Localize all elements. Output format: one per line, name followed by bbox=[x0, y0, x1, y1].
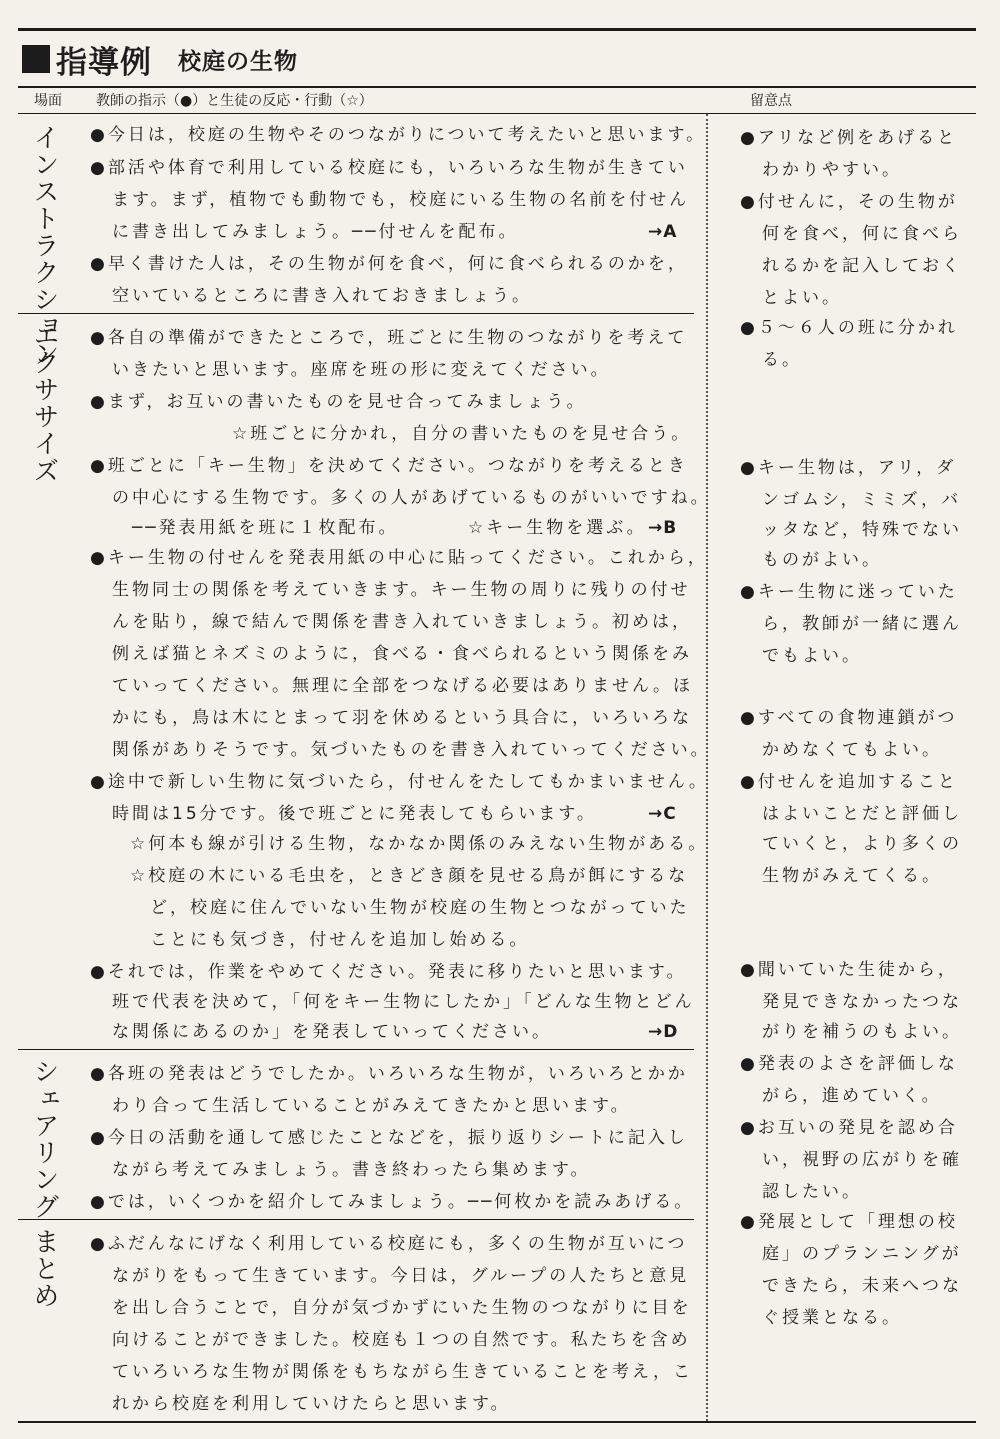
marker-c: →C bbox=[648, 804, 677, 824]
instruction-line: ●各班の発表はどうでしたか。いろいろな生物が，いろいろとかか bbox=[90, 1064, 688, 1084]
note-line: ていくと，より多くの bbox=[762, 834, 962, 854]
note-line: わかりやすい。 bbox=[762, 160, 902, 180]
note-line: ●聞いていた生徒から， bbox=[740, 960, 958, 980]
note-line: ●５～６人の班に分かれ bbox=[740, 318, 958, 338]
reaction-line: ど，校庭に住んでいない生物が校庭の生物とつながっていた bbox=[150, 898, 690, 918]
instruction-line: ます。まず，植物でも動物でも，校庭にいる生物の名前を付せん bbox=[112, 190, 690, 210]
scene-label-sharing: シェアリング bbox=[29, 1058, 59, 1220]
marker-d: →D bbox=[648, 1022, 679, 1042]
section-rule bbox=[18, 1049, 694, 1050]
title-rule bbox=[18, 86, 976, 88]
note-line: ●付せんに，その生物が bbox=[740, 192, 958, 212]
note-line: い，視野の広がりを確 bbox=[762, 1150, 962, 1170]
reaction-line: ことにも気づき，付せんを追加し始める。 bbox=[150, 930, 530, 950]
note-line: 認したい。 bbox=[762, 1182, 862, 1202]
note-line: 発見できなかったつな bbox=[762, 992, 962, 1012]
instruction-line: んを貼り，線で結んで関係を書き入れていきましょう。初めは， bbox=[112, 612, 692, 632]
instruction-line: 例えば猫とネズミのように，食べる・食べられるという関係をみ bbox=[112, 644, 692, 664]
instruction-line: な関係にあるのか」を発表していってください。 bbox=[112, 1022, 552, 1042]
note-line: ●付せんを追加すること bbox=[740, 772, 958, 792]
note-line: ぐ授業となる。 bbox=[762, 1308, 902, 1328]
top-rule bbox=[18, 28, 976, 31]
instruction-line: ──発表用紙を班に１枚配布。 bbox=[132, 518, 399, 538]
instruction-line: ながりをもって生きています。今日は，グループの人たちと意見 bbox=[112, 1266, 690, 1286]
title-square-icon bbox=[22, 45, 50, 73]
marker-a: →A bbox=[648, 222, 678, 242]
instruction-line: 生物同士の関係を考えていきます。キー生物の周りに残りの付せ bbox=[112, 580, 691, 600]
instruction-line: 時間は15分です。後で班ごとに発表してもらいます。 bbox=[112, 804, 597, 824]
note-line: 生物がみえてくる。 bbox=[762, 866, 942, 886]
instruction-line: ●早く書けた人は，その生物が何を食べ，何に食べられるのかを， bbox=[90, 254, 688, 274]
reaction-line: ☆キー生物を選ぶ。 bbox=[468, 518, 647, 538]
instruction-line: れから校庭を利用していけたらと思います。 bbox=[112, 1394, 511, 1414]
instruction-line: ●各自の準備ができたところで，班ごとに生物のつながりを考えて bbox=[90, 328, 688, 348]
page-title: 指導例 bbox=[56, 44, 152, 81]
title-row bbox=[22, 36, 298, 82]
header-scene: 場面 bbox=[34, 93, 62, 109]
instruction-line: いきたいと思います。座席を班の形に変えてください。 bbox=[112, 360, 611, 380]
instruction-line: ●キー生物の付せんを発表用紙の中心に貼ってください。これから， bbox=[90, 548, 708, 568]
note-line: できたら，未来へつな bbox=[762, 1276, 962, 1296]
instruction-line: ●班ごとに「キー生物」を決めてください。つながりを考えるとき bbox=[90, 456, 688, 476]
instruction-line: 関係がありそうです。気づいたものを書き入れていってください。 bbox=[112, 740, 711, 760]
instruction-line: ●それでは，作業をやめてください。発表に移りたいと思います。 bbox=[90, 962, 687, 982]
reaction-line: ☆班ごとに分かれ，自分の書いたものを見せ合う。 bbox=[232, 424, 692, 444]
instruction-line: ●今日は，校庭の生物やそのつながりについて考えたいと思います。 bbox=[90, 125, 707, 145]
note-line: ものがよい。 bbox=[762, 550, 882, 570]
bottom-rule bbox=[18, 1421, 976, 1423]
instruction-line: 向けることができました。校庭も１つの自然です。私たちを含め bbox=[112, 1330, 691, 1350]
section-rule bbox=[18, 1219, 694, 1220]
note-line: とよい。 bbox=[762, 288, 842, 308]
note-line: がら，進めていく。 bbox=[762, 1086, 942, 1106]
reaction-line: ☆校庭の木にいる毛虫を，ときどき顔を見せる鳥が餌にするな bbox=[130, 866, 689, 886]
instruction-line: ながら考えてみましょう。書き終わったら集めます。 bbox=[112, 1160, 591, 1180]
note-line: ンゴムシ，ミミズ，バ bbox=[762, 490, 962, 510]
instruction-line: ていってください。無理に全部をつなげる必要はありません。ほ bbox=[112, 676, 694, 696]
instruction-line: に書き出してみましょう。──付せんを配布。 bbox=[112, 222, 519, 242]
instruction-line: ●部活や体育で利用している校庭にも，いろいろな生物が生きてい bbox=[90, 158, 688, 178]
instruction-line: ●では，いくつかを紹介してみましょう。──何枚かを読みあげる。 bbox=[90, 1192, 695, 1212]
header-notes: 留意点 bbox=[750, 93, 792, 109]
note-line: ●キー生物は，アリ，ダ bbox=[740, 458, 957, 478]
note-line: ●アリなど例をあげると bbox=[740, 128, 958, 148]
page-subtitle: 校庭の生物 bbox=[178, 48, 298, 75]
note-line: はよいことだと評価し bbox=[762, 804, 962, 824]
note-line: ●すべての食物連鎖がつ bbox=[740, 708, 958, 728]
note-line: 何を食べ，何に食べら bbox=[762, 224, 962, 244]
note-line: でもよい。 bbox=[762, 646, 862, 666]
note-line: ッタなど，特殊でない bbox=[762, 520, 962, 540]
note-line: ●発展として「理想の校 bbox=[740, 1212, 958, 1232]
instruction-line: かにも，鳥は木にとまって羽を休めるという具合に，いろいろな bbox=[112, 708, 692, 728]
note-line: る。 bbox=[762, 350, 802, 370]
scene-label-exercise: エクササイズ bbox=[29, 322, 59, 484]
section-rule bbox=[18, 313, 694, 314]
header-instruction: 教師の指示（●）と生徒の反応・行動（☆） bbox=[96, 93, 373, 109]
note-line: がりを補うのもよい。 bbox=[762, 1022, 962, 1042]
instruction-line: の中心にする生物です。多くの人があげているものがいいですね。 bbox=[112, 488, 711, 508]
note-line: ●発表のよさを評価しな bbox=[740, 1054, 958, 1074]
column-divider bbox=[706, 114, 708, 1421]
note-line: ら，教師が一緒に選ん bbox=[762, 614, 962, 634]
marker-b: →B bbox=[648, 518, 678, 538]
scene-label-instruction: インストラクション bbox=[29, 124, 59, 367]
instruction-line: わり合って生活していることがみえてきたかと思います。 bbox=[112, 1096, 631, 1116]
instruction-line: ●途中で新しい生物に気づいたら，付せんをたしてもかまいません。 bbox=[90, 772, 709, 792]
note-line: かめなくてもよい。 bbox=[762, 740, 942, 760]
instruction-line: ●ふだんなにげなく利用している校庭にも，多くの生物が互いにつ bbox=[90, 1234, 688, 1254]
note-line: れるかを記入しておく bbox=[762, 256, 962, 276]
instruction-line: を出し合うことで，自分が気づかずにいた生物のつながりに目を bbox=[112, 1298, 692, 1318]
header-rule bbox=[18, 113, 976, 114]
instruction-line: ●今日の活動を通して感じたことなどを，振り返りシートに記入し bbox=[90, 1128, 688, 1148]
instruction-line: 班で代表を決めて，「何をキー生物にしたか」「どんな生物とどん bbox=[112, 992, 695, 1012]
note-line: ●キー生物に迷っていた bbox=[740, 582, 958, 602]
scene-label-summary: まとめ bbox=[29, 1228, 59, 1309]
instruction-line: 空いているところに書き入れておきましょう。 bbox=[112, 286, 532, 306]
note-line: ●お互いの発見を認め合 bbox=[740, 1118, 958, 1138]
instruction-line: ●まず，お互いの書いたものを見せ合ってみましょう。 bbox=[90, 392, 587, 412]
instruction-line: ていろいろな生物が関係をもちながら生きていることを考え，こ bbox=[112, 1362, 694, 1382]
note-line: 庭」のプランニングが bbox=[762, 1244, 962, 1264]
reaction-line: ☆何本も線が引ける生物，なかなか関係のみえない生物がある。 bbox=[130, 834, 709, 854]
